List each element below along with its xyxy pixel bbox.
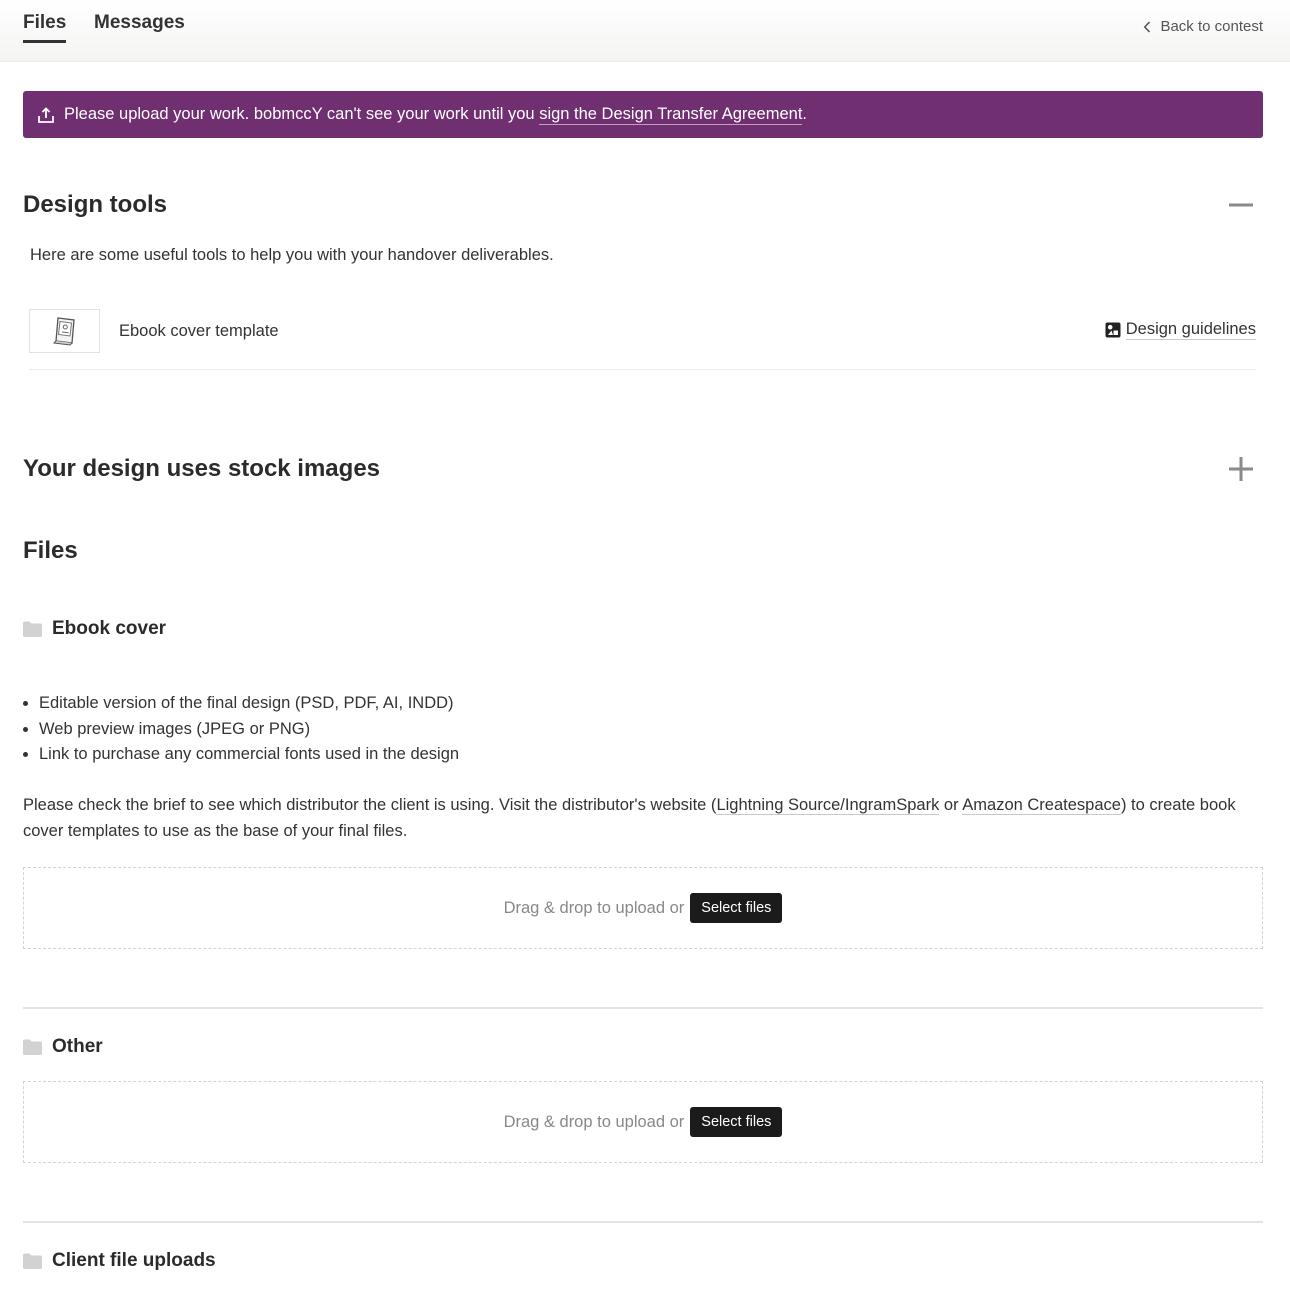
- ebook-cover-dropzone[interactable]: [23, 867, 1263, 949]
- note-text-mid: or: [939, 796, 963, 814]
- banner-text-end: .: [802, 105, 808, 123]
- ebook-cover-title: Ebook cover: [52, 618, 167, 639]
- folder-icon: [23, 1253, 42, 1269]
- other-folder: [23, 1036, 103, 1058]
- design-guidelines-label: Design guidelines: [1125, 320, 1256, 338]
- section-divider: [23, 1221, 1263, 1223]
- ebook-template-thumbnail[interactable]: [29, 309, 100, 353]
- ebook-cover-folder: [23, 618, 166, 640]
- minus-icon: [1228, 192, 1254, 218]
- folder-icon: [23, 1039, 42, 1055]
- design-guidelines-link[interactable]: [1105, 320, 1256, 340]
- stock-images-heading: Your design uses stock images: [23, 455, 381, 482]
- list-item: • Web preview images (JPEG or PNG): [39, 717, 459, 743]
- amazon-createspace-link[interactable]: Amazon Createspace: [962, 796, 1121, 814]
- ebook-template-label[interactable]: Ebook cover template: [119, 322, 279, 340]
- ebook-requirements-list: [39, 691, 459, 768]
- top-nav-bar: [0, 0, 1290, 62]
- tab-files[interactable]: Files: [23, 12, 66, 43]
- ebook-reader-icon: [51, 316, 79, 346]
- upload-icon: [37, 106, 55, 124]
- files-heading: Files: [23, 537, 78, 564]
- note-text: Please check the brief to see which distributor the client is using. Visit the distributor's website (: [23, 796, 717, 814]
- back-link-label: Back to contest: [1160, 18, 1263, 35]
- other-title: Other: [52, 1036, 103, 1057]
- dropzone-text: Drag & drop to upload or: [503, 898, 685, 917]
- design-tools-intro: Here are some useful tools to help you with your handover deliverables.: [30, 246, 554, 264]
- distributor-note: [23, 792, 1263, 844]
- select-files-button[interactable]: Select files: [690, 1107, 782, 1137]
- guidelines-icon: [1105, 322, 1121, 338]
- expand-stock-images-button[interactable]: [1228, 456, 1254, 482]
- design-tools-heading: Design tools: [23, 191, 168, 218]
- client-uploads-folder: [23, 1250, 216, 1272]
- list-item: • Editable version of the final design (PSD, PDF, AI, INDD): [39, 691, 459, 717]
- list-item: • Link to purchase any commercial fonts used in the design: [39, 742, 459, 768]
- chevron-left-icon: [1143, 21, 1151, 33]
- folder-icon: [23, 621, 42, 637]
- dropzone-text: Drag & drop to upload or: [503, 1112, 685, 1131]
- lightning-source-link[interactable]: Lightning Source/IngramSpark: [716, 796, 940, 814]
- note-text-end: ) to create book cover templates to use as the base of your final files.: [23, 796, 1236, 840]
- client-uploads-title: Client file uploads: [52, 1250, 216, 1271]
- back-to-contest-link[interactable]: [1143, 18, 1263, 35]
- section-divider: [23, 1007, 1263, 1009]
- upload-notice-banner: [23, 91, 1263, 138]
- select-files-button[interactable]: Select files: [690, 893, 782, 923]
- other-dropzone[interactable]: [23, 1081, 1263, 1163]
- plus-icon: [1228, 456, 1254, 482]
- banner-text: Please upload your work. bobmccY can't see your work until you: [64, 105, 540, 123]
- sign-agreement-link[interactable]: sign the Design Transfer Agreement: [539, 104, 803, 123]
- tool-row: [29, 308, 1256, 370]
- collapse-design-tools-button[interactable]: [1228, 192, 1254, 218]
- tab-messages[interactable]: Messages: [94, 12, 185, 33]
